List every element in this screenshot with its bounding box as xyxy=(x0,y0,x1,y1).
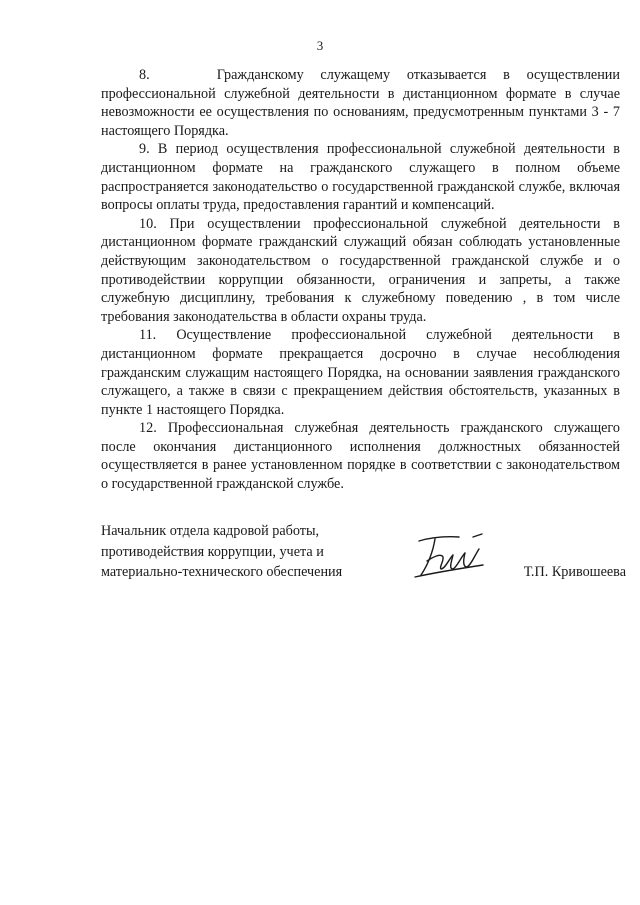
paragraph-11: 11. Осуществление профессиональной служебной деятельности в дистанционном формате прекращается досрочно в случае несоблюдения гражданским служащим настоящего Порядка, на основании заявления гражданского служащего, а также в связи с прекращением действия обстоятельств, указанных в пункте 1 настоящего Порядка. xyxy=(101,327,620,418)
paragraph-8: 8. Гражданскому служащему отказывается в осуществлении профессиональной служебной деятельности в дистанционном формате в случае невозможности ее осуществления по основаниям, предусмотренным пунктами 3 - 7 настоящего Порядка. xyxy=(101,67,620,139)
paragraph-12: 12. Профессиональная служебная деятельность гражданского служащего после окончания дистанционного исполнения должностных обязанностей осуществляется в ранее установленном порядке в соответствии с законодательством о государственной гражданской службе. xyxy=(101,420,620,493)
signature-block xyxy=(101,521,626,581)
signatory-position-line: материально-технического обеспечения xyxy=(101,564,343,580)
paragraph-10: 10. При осуществлении профессиональной служебной деятельности в дистанционном формате гражданский служащий обязан соблюдать установленные действующим законодательством о государственной гражданской службе и о противодействии коррупции обязанности, ограничения и запреты, а также служебную дисциплину, требования к служебному поведению , в том числе требования законодательства в области охраны труда. xyxy=(101,215,620,325)
signatory-name: Т.П. Кривошеева xyxy=(523,564,626,580)
signatory-position-line: противодействия коррупции, учета и xyxy=(101,543,324,560)
page-number: 3 xyxy=(316,38,324,53)
document-body xyxy=(101,66,620,494)
paragraph-9: 9. В период осуществления профессиональной служебной деятельности в дистанционном формате на гражданского служащего в полном объеме распространяется законодательство о государственной гражданской службе, включая вопросы оплаты труда, предоставления гарантий и компенсаций. xyxy=(101,141,620,214)
signatory-position-line: Начальник отдела кадровой работы, xyxy=(101,523,320,539)
handwritten-signature-icon xyxy=(413,531,489,583)
signatory-position xyxy=(101,521,401,583)
